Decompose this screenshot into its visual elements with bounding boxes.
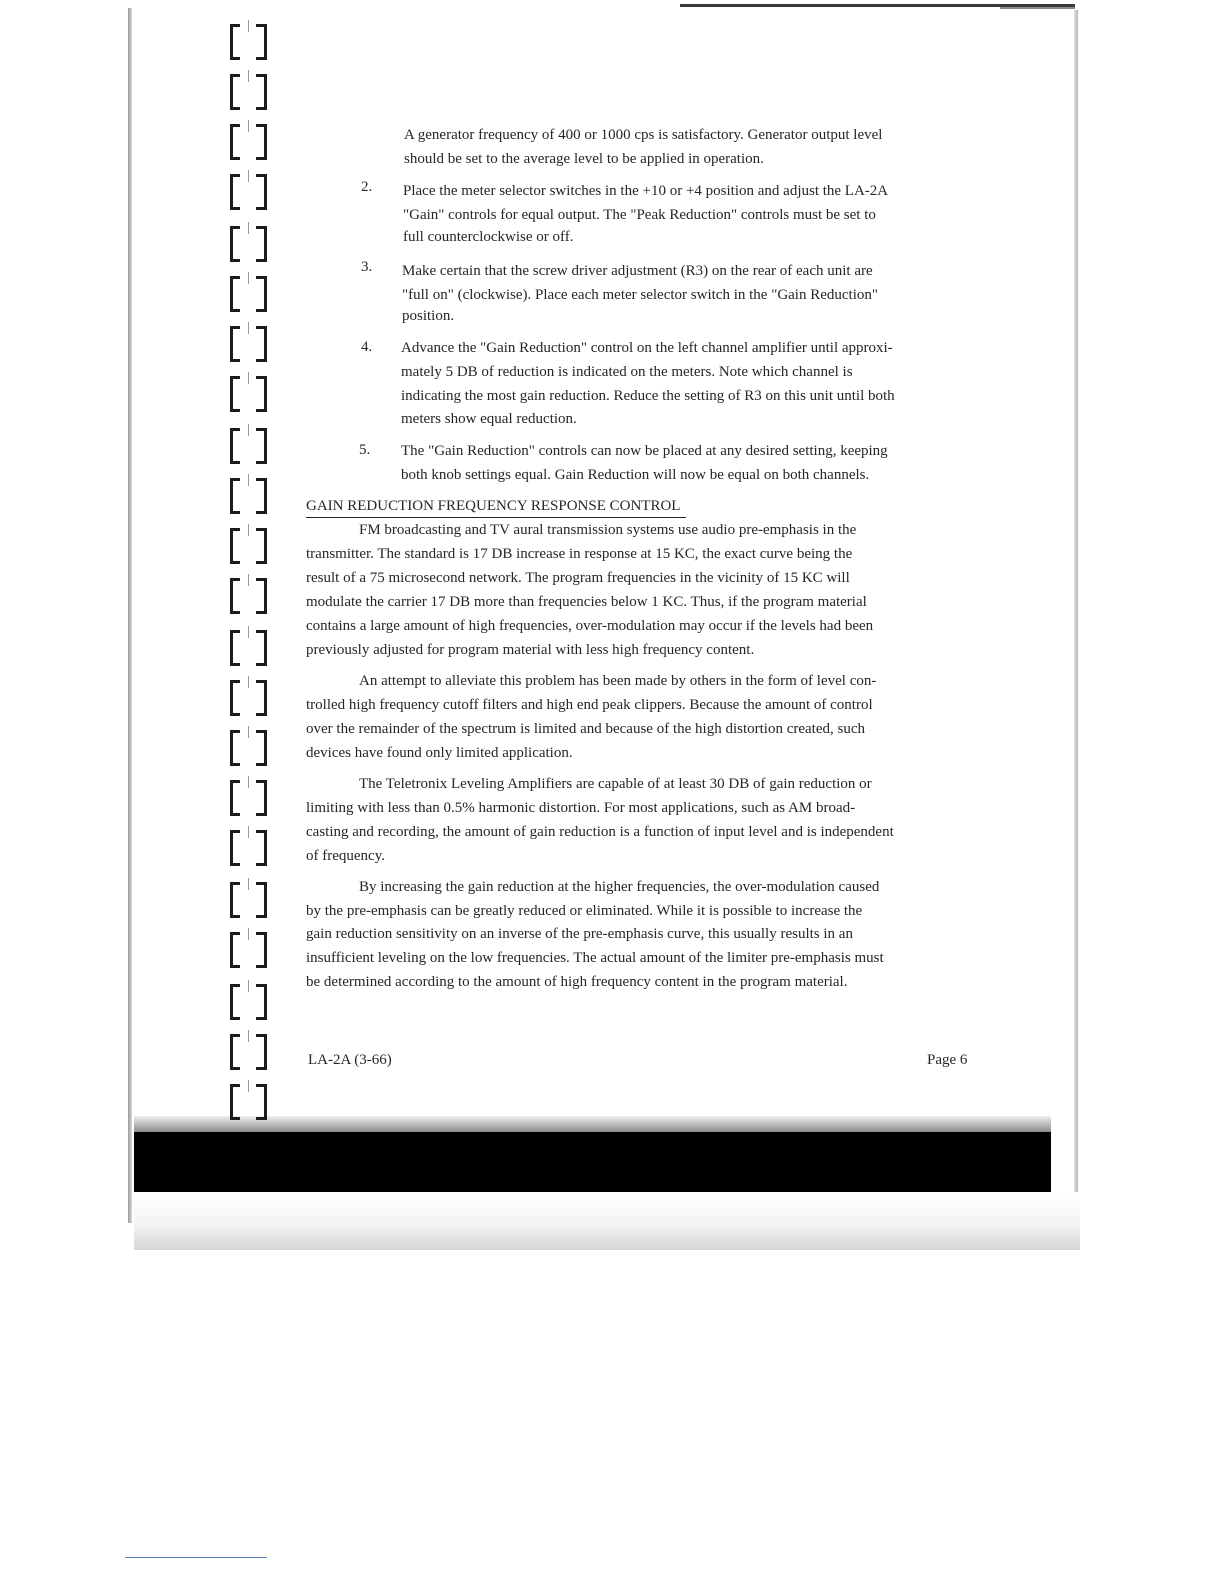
- binding-ring: [226, 120, 274, 160]
- paragraph-line: gain reduction sensitivity on an inverse of the pre-emphasis curve, this usually results in an: [306, 926, 853, 942]
- binding-ring: [226, 980, 274, 1020]
- paragraph-line: limiting with less than 0.5% harmonic distortion. For most applications, such as AM broad-: [306, 800, 856, 816]
- binding-ring: [226, 170, 274, 210]
- step-line: full counterclockwise or off.: [403, 229, 574, 245]
- step-number: 4.: [361, 339, 373, 355]
- step-line: position.: [402, 308, 455, 324]
- step-line: both knob settings equal. Gain Reduction will now be equal on both channels.: [401, 467, 870, 483]
- binding-ring: [226, 676, 274, 716]
- binding-ring: [226, 70, 274, 110]
- step-number: 2.: [361, 179, 373, 195]
- binding-ring: [226, 826, 274, 866]
- step-line: mately 5 DB of reduction is indicated on the meters. Note which channel is: [401, 364, 853, 380]
- bottom-rule-line: [125, 1557, 267, 1558]
- binding-ring: [226, 222, 274, 262]
- binding-ring: [226, 626, 274, 666]
- paragraph-line: By increasing the gain reduction at the higher frequencies, the over-modulation caused: [359, 879, 880, 895]
- binding-ring: [226, 474, 274, 514]
- step-line: Place the meter selector switches in the +10 or +4 position and adjust the LA-2A: [403, 183, 889, 199]
- scan-right-page-edge: [1074, 10, 1078, 1238]
- step-line: "full on" (clockwise). Place each meter selector switch in the "Gain Reduction": [402, 287, 879, 303]
- paragraph-line: modulate the carrier 17 DB more than frequencies below 1 KC. Thus, if the program material: [306, 594, 867, 610]
- binding-ring: [226, 272, 274, 312]
- paragraph-line: casting and recording, the amount of gain reduction is a function of input level and is independent: [306, 824, 894, 840]
- binding-ring: [226, 322, 274, 362]
- binding-ring: [226, 878, 274, 918]
- binding-ring: [226, 424, 274, 464]
- binding-ring: [226, 372, 274, 412]
- step-number: 5.: [359, 442, 371, 458]
- binding-ring: [226, 1080, 274, 1120]
- binding-ring: [226, 726, 274, 766]
- paragraph-line: An attempt to alleviate this problem has been made by others in the form of level con-: [359, 673, 877, 689]
- step-line: Make certain that the screw driver adjustment (R3) on the rear of each unit are: [402, 263, 873, 279]
- step-line: indicating the most gain reduction. Reduce the setting of R3 on this unit until both: [401, 388, 895, 404]
- binding-ring: [226, 524, 274, 564]
- paragraph-line: devices have found only limited application.: [306, 745, 573, 761]
- binding-ring: [226, 776, 274, 816]
- scan-bottom-gray-band: [134, 1192, 1080, 1250]
- paragraph-line: The Teletronix Leveling Amplifiers are capable of at least 30 DB of gain reduction or: [359, 776, 872, 792]
- binding-ring: [226, 1030, 274, 1070]
- binding-ring: [226, 20, 274, 60]
- step-line: "Gain" controls for equal output. The "Peak Reduction" controls must be set to: [403, 207, 876, 223]
- paragraph-line: by the pre-emphasis can be greatly reduced or eliminated. While it is possible to increase the: [306, 903, 863, 919]
- scan-top-edge-line-faint: [1000, 7, 1075, 9]
- paragraph-line: be determined according to the amount of high frequency content in the program material.: [306, 974, 848, 990]
- paragraph-line: result of a 75 microsecond network. The program frequencies in the vicinity of 15 KC will: [306, 570, 850, 586]
- paragraph-line: insufficient leveling on the low frequencies. The actual amount of the limiter pre-emphasis must: [306, 950, 884, 966]
- paragraph-line: over the remainder of the spectrum is limited and because of the high distortion created, such: [306, 721, 865, 737]
- paragraph-line: previously adjusted for program material with less high frequency content.: [306, 642, 755, 658]
- scan-bottom-black-bar: [134, 1132, 1051, 1192]
- step-number: 3.: [361, 259, 373, 275]
- paragraph-line: trolled high frequency cutoff filters and high end peak clippers. Because the amount of control: [306, 697, 873, 713]
- document-code: LA-2A (3-66): [308, 1052, 392, 1068]
- page-number: Page 6: [927, 1052, 968, 1068]
- step-line: meters show equal reduction.: [401, 411, 577, 427]
- paragraph-line: FM broadcasting and TV aural transmission systems use audio pre-emphasis in the: [359, 522, 857, 538]
- binding-ring: [226, 574, 274, 614]
- paragraph-line: of frequency.: [306, 848, 385, 864]
- intro-line: A generator frequency of 400 or 1000 cps is satisfactory. Generator output level: [404, 127, 883, 143]
- step-line: Advance the "Gain Reduction" control on the left channel amplifier until approxi-: [401, 340, 893, 356]
- binding-ring: [226, 928, 274, 968]
- section-heading: GAIN REDUCTION FREQUENCY RESPONSE CONTROL: [306, 495, 686, 518]
- step-line: The "Gain Reduction" controls can now be placed at any desired setting, keeping: [401, 443, 888, 459]
- intro-line: should be set to the average level to be applied in operation.: [404, 151, 764, 167]
- paragraph-line: contains a large amount of high frequencies, over-modulation may occur if the levels had been: [306, 618, 874, 634]
- paragraph-line: transmitter. The standard is 17 DB increase in response at 15 KC, the exact curve being the: [306, 546, 853, 562]
- scan-left-page-edge: [128, 8, 132, 1223]
